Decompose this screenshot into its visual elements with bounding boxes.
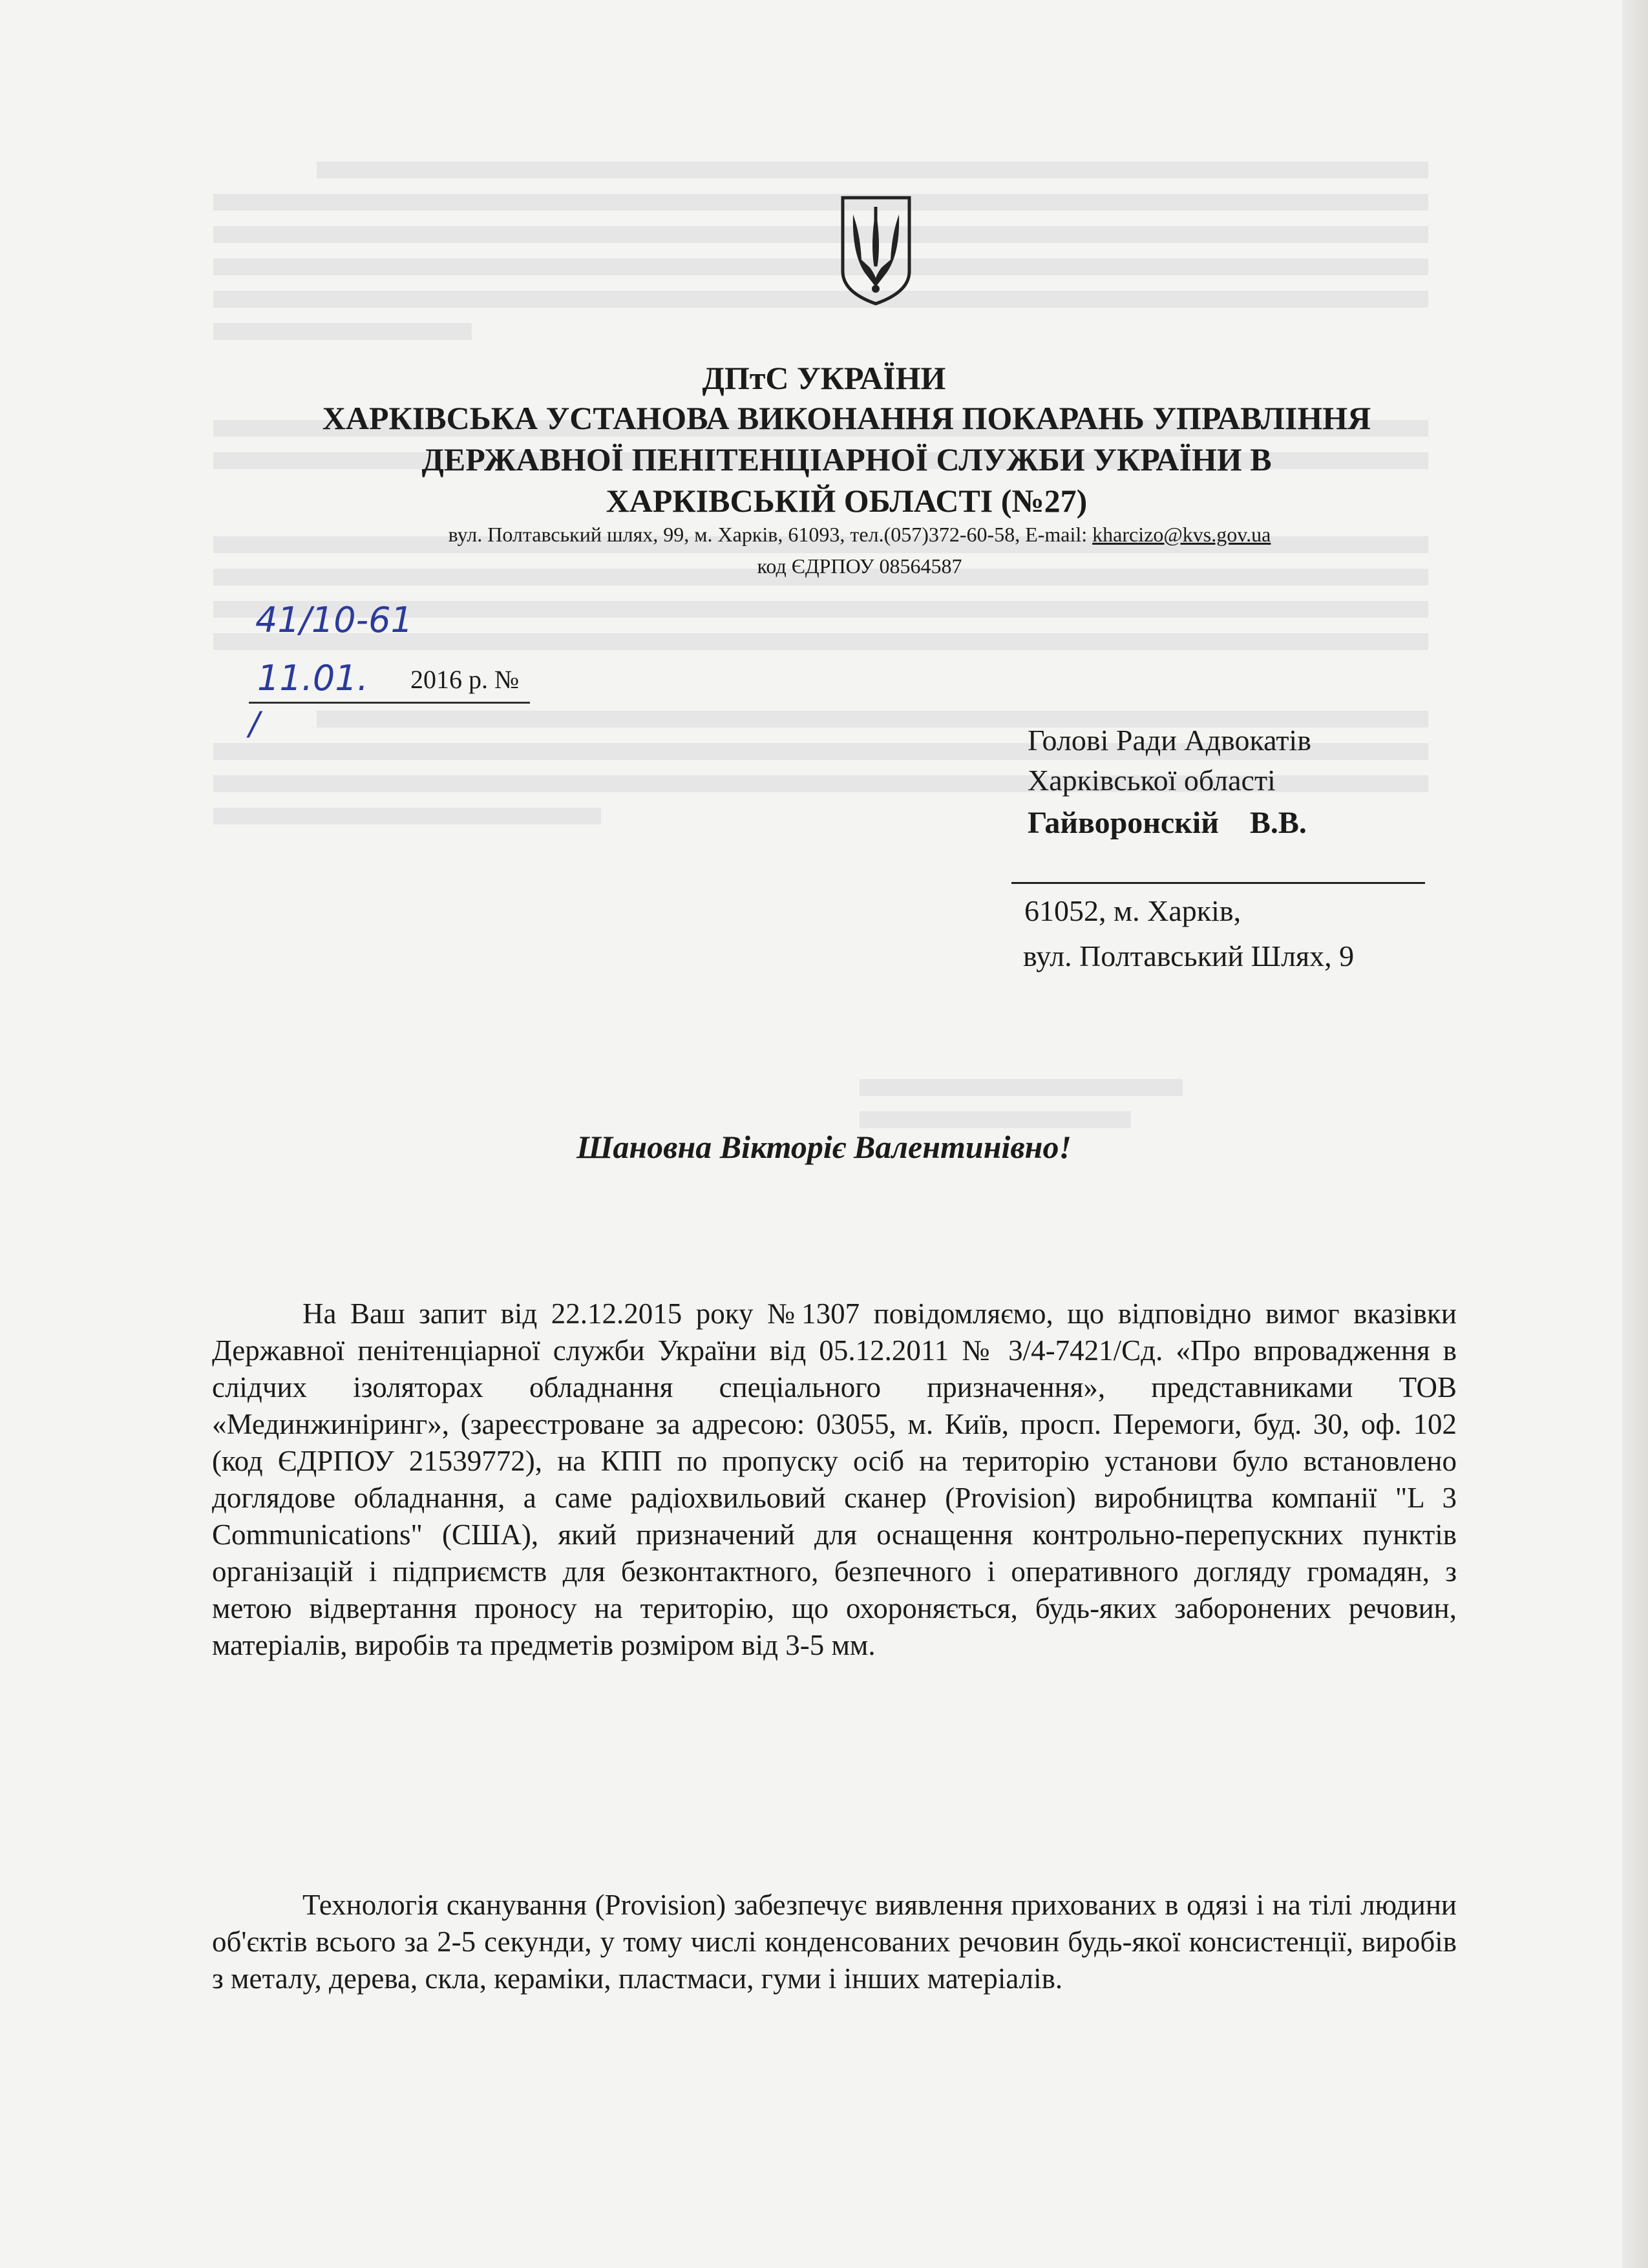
header-org-line4: ХАРКІВСЬКІЙ ОБЛАСТІ (№27) [606,483,1088,519]
recipient-city: 61052, м. Харків, [1024,894,1241,927]
recipient-divider [1011,882,1425,884]
header-org-line2: ХАРКІВСЬКА УСТАНОВА ВИКОНАННЯ ПОКАРАНЬ УПРАВЛІННЯ [322,400,1371,436]
recipient-line2: Харківської області [1028,764,1276,797]
recipient-name: Гайворонскій В.В. [1028,806,1307,840]
salutation: Шановна Вікторіє Валентинівно! [576,1129,1072,1165]
recipient-line1: Голові Ради Адвокатів [1028,724,1311,757]
registration-underline [249,702,530,704]
handwritten-date: 11.01. [257,658,368,698]
bleed-through-texture [213,162,1441,1195]
header-address [246,521,1474,548]
body-paragraph-1: На Ваш запит від 22.12.2015 року №1307 повідомляємо, що відповідно вимог вказівки Державної пенітенціарної служби України від 05.12.2011 № 3/4-7421/Сд. «Про впровадження в слідчих ізоляторах обладнання спеціального призначення», представниками ТОВ «Мединжиніринг», (зареєстроване за адресою: 03055, м. Київ, просп. Перемоги, буд. 30, оф. 102 (код ЄДРПОУ 21539772), на КПП по пропуску осіб на територію установи було встановлено доглядове обладнання, а саме радіохвильовий сканер (Provision) виробництва компанії "L 3 Communications" (США), який призначений для оснащення контрольно-перепускних пунктів організацій і підприємств для безконтактного, безпечного і оперативного догляду громадян, з метою відвертання проносу на територію, що охороняється, будь-яких заборонених речовин, матеріалів, виробів та предметів розміром від 3-5 мм. [212,1297,1457,1661]
recipient-street: вул. Полтавський Шлях, 9 [1023,940,1355,972]
trident-coat-of-arms-icon [839,195,913,306]
bleed-through-lines [213,162,1441,1195]
handwritten-mark: / [249,705,260,742]
header-code: код ЄДРПОУ 08564587 [757,554,962,578]
email-link[interactable]: kharcizo@kvs.gov.ua [1092,523,1271,546]
header-org-block [213,397,1480,521]
address-text: вул. Полтавський шлях, 99, м. Харків, 61093, тел.(057)372-60-58, E-mail: [448,523,1093,546]
handwritten-number: 41/10-61 [255,600,413,640]
registration-date-line: 2016 р. № [410,665,520,694]
header-org-line3: ДЕРЖАВНОЇ ПЕНІТЕНЦІАРНОЇ СЛУЖБИ УКРАЇНИ В [421,441,1272,478]
header-org-line1: ДПтС УКРАЇНИ [702,360,946,396]
body-paragraph-2: Технологія сканування (Provision) забезпечує виявлення прихованих в одязі і на тілі людини об'єктів всього за 2-5 секунди, у тому числі конденсованих речовин будь-якої консистенції, виробів з металу, дерева, скла, кераміки, пластмаси, гуми і інших матеріалів. [212,1889,1457,1995]
